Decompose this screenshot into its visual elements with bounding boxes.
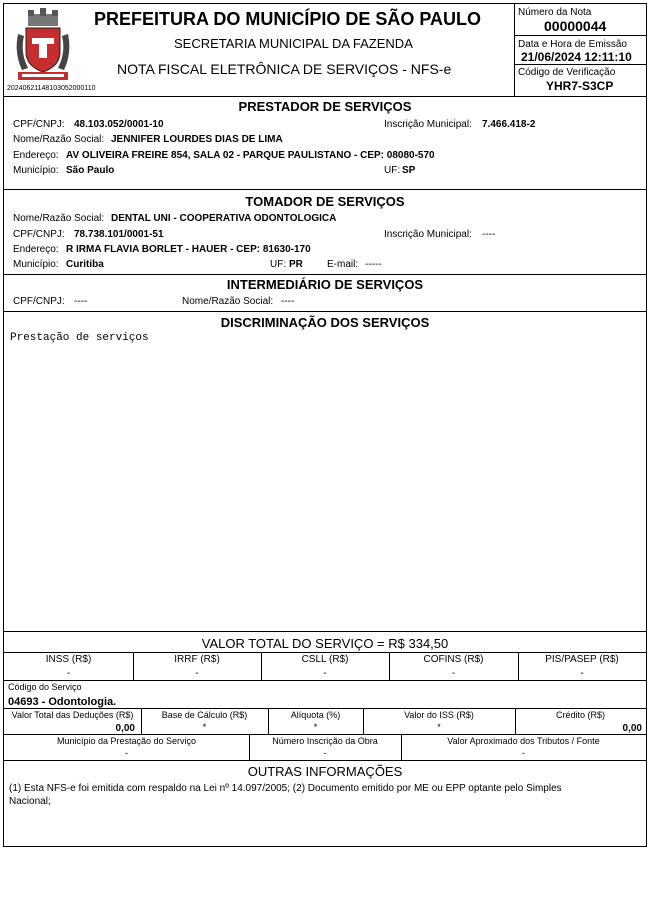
codigo-servico: 04693 - Odontologia. bbox=[8, 696, 117, 708]
barcode-number: 20240621148103052000110 bbox=[7, 85, 96, 92]
valor-iss-value: * bbox=[437, 722, 441, 732]
verification-code: YHR7-S3CP bbox=[546, 79, 614, 93]
tomador-nome: DENTAL UNI - COOPERATIVA ODONTOLOGICA bbox=[111, 213, 337, 224]
tomador-endereco-label: Endereço: bbox=[13, 244, 59, 255]
irrf-label: IRRF (R$) bbox=[174, 654, 220, 665]
inscricao-obra-value: - bbox=[323, 748, 327, 758]
tomador-nome-label: Nome/Razão Social: bbox=[13, 213, 105, 224]
inss-value: - bbox=[66, 668, 71, 679]
prestador-endereco: AV OLIVEIRA FREIRE 854, SALA 02 - PARQUE PAULISTANO - CEP: 08080-570 bbox=[66, 150, 435, 161]
emission-datetime-label: Data e Hora de Emissão bbox=[518, 39, 627, 50]
prestador-im-label: Inscrição Municipal: bbox=[384, 119, 472, 130]
intermediario-cpf: ---- bbox=[74, 296, 88, 307]
tomador-endereco: R IRMA FLAVIA BORLET - HAUER - CEP: 81630-170 bbox=[66, 244, 311, 255]
tomador-cpf-label: CPF/CNPJ: bbox=[13, 229, 65, 240]
intermediario-section-title: INTERMEDIÁRIO DE SERVIÇOS bbox=[226, 277, 424, 292]
codigo-servico-label: Código do Serviço bbox=[8, 682, 82, 692]
tomador-im: ---- bbox=[482, 229, 496, 240]
tomador-section-title: TOMADOR DE SERVIÇOS bbox=[245, 194, 405, 209]
tributos-aproximados-value: - bbox=[522, 748, 525, 758]
pis-pasep-label: PIS/PASEP (R$) bbox=[545, 654, 619, 665]
nota-number-label: Número da Nota bbox=[518, 7, 592, 18]
credito-label: Crédito (R$) bbox=[555, 710, 605, 720]
outras-informacoes-line1: (1) Esta NFS-e foi emitida com respaldo na Lei nº 14.097/2005; (2) Documento emitido por ME ou EPP optante pelo Simples bbox=[9, 783, 562, 794]
nota-number: 00000044 bbox=[544, 18, 607, 34]
tomador-municipio: Curitiba bbox=[66, 259, 104, 270]
outras-informacoes-title: OUTRAS INFORMAÇÕES bbox=[247, 764, 403, 779]
tomador-cpf: 78.738.101/0001-51 bbox=[74, 229, 164, 240]
verification-code-label: Código de Verificação bbox=[518, 67, 616, 78]
city-coat-of-arms bbox=[14, 8, 72, 86]
prestador-endereco-label: Endereço: bbox=[13, 150, 59, 161]
intermediario-cpf-label: CPF/CNPJ: bbox=[13, 296, 65, 307]
prestador-cpf-label: CPF/CNPJ: bbox=[13, 119, 65, 130]
tomador-im-label: Inscrição Municipal: bbox=[384, 229, 472, 240]
valor-total: VALOR TOTAL DO SERVIÇO = R$ 334,50 bbox=[201, 636, 449, 651]
inss-label: INSS (R$) bbox=[45, 654, 92, 665]
deducoes-label: Valor Total das Deduções (R$) bbox=[11, 710, 134, 720]
intermediario-nome: ---- bbox=[281, 296, 295, 307]
tomador-municipio-label: Município: bbox=[13, 259, 59, 270]
tomador-uf: PR bbox=[289, 259, 303, 270]
cofins-value: - bbox=[451, 668, 456, 679]
irrf-value: - bbox=[195, 668, 199, 679]
csll-value: - bbox=[323, 668, 327, 679]
prestador-nome: JENNIFER LOURDES DIAS DE LIMA bbox=[111, 134, 283, 145]
prestador-nome-label: Nome/Razão Social: bbox=[13, 134, 105, 145]
prestador-municipio: São Paulo bbox=[66, 165, 115, 176]
tomador-uf-label: UF: bbox=[270, 259, 287, 270]
header-subtitle: SECRETARIA MUNICIPAL DA FAZENDA bbox=[174, 36, 413, 51]
intermediario-nome-label: Nome/Razão Social: bbox=[182, 296, 274, 307]
header-doc-title: NOTA FISCAL ELETRÔNICA DE SERVIÇOS - NFS-e bbox=[117, 61, 452, 77]
prestador-cpf: 48.103.052/0001-10 bbox=[74, 119, 164, 130]
aliquota-value: * bbox=[313, 722, 318, 732]
cofins-label: COFINS (R$) bbox=[423, 654, 484, 665]
inscricao-obra-label: Número Inscrição da Obra bbox=[272, 736, 378, 746]
prestador-municipio-label: Município: bbox=[13, 165, 59, 176]
base-calculo-label: Base de Cálculo (R$) bbox=[161, 710, 248, 720]
header-title: PREFEITURA DO MUNICÍPIO DE SÃO PAULO bbox=[94, 9, 482, 29]
municipio-prestacao-label: Município da Prestação do Serviço bbox=[56, 736, 197, 746]
nfse-document bbox=[3, 3, 647, 847]
prestador-section-title: PRESTADOR DE SERVIÇOS bbox=[238, 99, 412, 114]
valor-iss-label: Valor do ISS (R$) bbox=[404, 710, 474, 720]
pis-pasep-value: - bbox=[580, 668, 584, 679]
tomador-email-label: E-mail: bbox=[327, 259, 359, 270]
emission-datetime: 21/06/2024 12:11:10 bbox=[521, 50, 632, 64]
base-calculo-value: * bbox=[202, 722, 207, 732]
prestador-uf-label: UF: bbox=[384, 165, 401, 176]
discriminacao-section-title: DISCRIMINAÇÃO DOS SERVIÇOS bbox=[220, 315, 430, 330]
credito-value: 0,00 bbox=[622, 723, 642, 734]
csll-label: CSLL (R$) bbox=[301, 654, 349, 665]
aliquota-label: Alíquota (%) bbox=[290, 710, 341, 720]
municipio-prestacao-value: - bbox=[125, 748, 128, 758]
tributos-aproximados-label: Valor Aproximado dos Tributos / Fonte bbox=[447, 736, 600, 746]
prestador-im: 7.466.418-2 bbox=[482, 119, 536, 130]
tomador-email: ----- bbox=[365, 259, 382, 270]
deducoes-value: 0,00 bbox=[115, 723, 135, 734]
outras-informacoes-line2: Nacional; bbox=[9, 796, 51, 807]
discriminacao-text: Prestação de serviços bbox=[10, 332, 149, 344]
prestador-uf: SP bbox=[402, 165, 416, 176]
